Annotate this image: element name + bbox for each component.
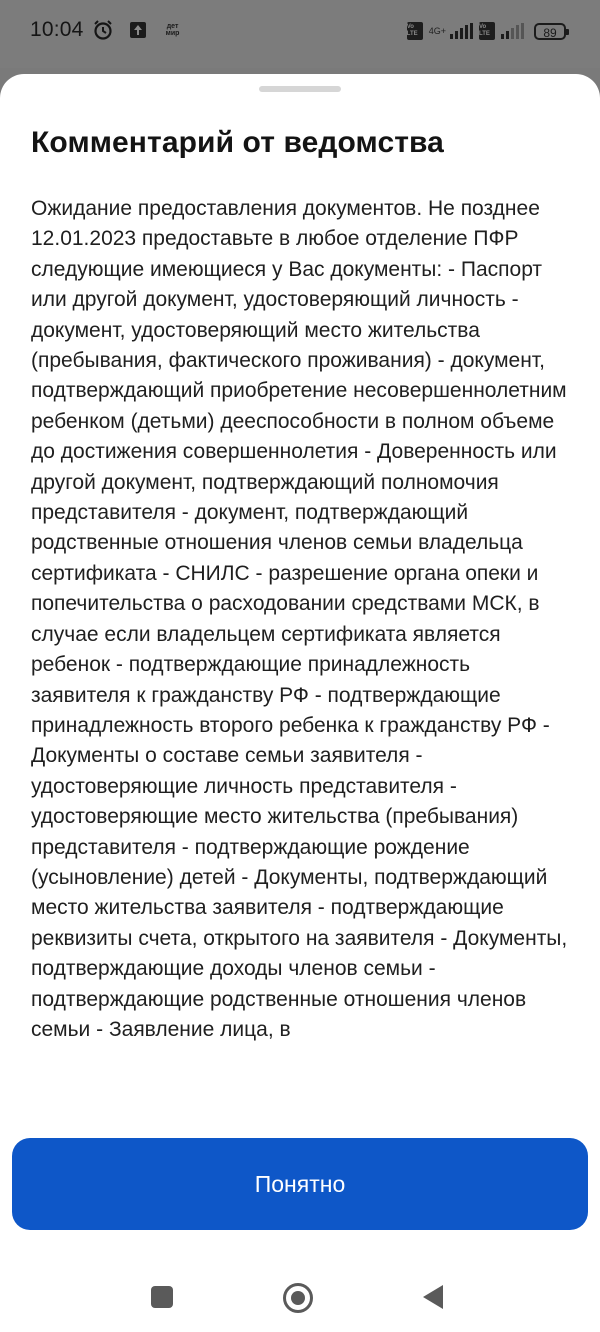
battery-icon: 89 <box>534 23 566 40</box>
status-left <box>30 18 184 42</box>
volte-icon-2: Vo LTE <box>479 22 495 40</box>
home-circle-icon[interactable] <box>283 1283 313 1313</box>
agency-comment-text: Ожидание предоставления документов. Не позднее 12.01.2023 предоставьте в любое отделение ПФР следующие имеющиеся у Вас документы: - Паспорт или другой документ, удостоверяющий личность - документ, удостоверяющий место жительства (пребывания, фактического проживания) - документ, подтверждающий приобретение несовершеннолетним ребенком (детьми) дееспособности в полном объеме до достижения совершеннолетия - Доверенность или другой документ, подтверждающий полномочия представителя - документ, подтверждающий родственные отношения членов семьи владельца сертификата - СНИЛС - разрешение органа опеки и попечительства о расходовании средствами МСК, в случае если владельцем сертификата является ребенок - подтверждающие принадлежность заявителя к гражданству РФ - подтверждающие принадлежность второго ребенка к гражданству РФ - Документы о составе семьи заявителя - удостоверяющие личность представителя - удостоверяющие место жительства (пребывания) представителя - подтверждающие рождение (усыновление) детей - Документы, подтверждающий место жительства заявителя - подтверждающие реквизиты счета, открытого на заявителя - Документы, подтверждающие доходы членов семьи - подтверждающие родственные отношения членов семьи - Заявление лица, в <box>31 197 568 1041</box>
detmir-app-icon: дет мир <box>165 23 180 37</box>
signal-icon-2 <box>501 23 524 39</box>
ok-button[interactable]: Понятно <box>12 1138 588 1230</box>
signal-icon <box>450 23 473 39</box>
upload-icon <box>130 22 146 38</box>
back-triangle-icon[interactable] <box>423 1285 443 1309</box>
bottom-sheet <box>0 74 600 1332</box>
sheet-title: Комментарий от ведомства <box>31 126 444 159</box>
status-bar <box>0 0 600 68</box>
recents-square-icon[interactable] <box>151 1286 173 1308</box>
alarm-icon <box>92 19 114 41</box>
system-nav <box>0 1250 600 1332</box>
drag-handle[interactable] <box>259 86 341 92</box>
volte-icon: Vo LTE <box>407 22 423 40</box>
status-time: 10:04 <box>30 18 84 41</box>
status-right <box>407 22 566 40</box>
network-type-label: 4G+ <box>428 25 446 36</box>
